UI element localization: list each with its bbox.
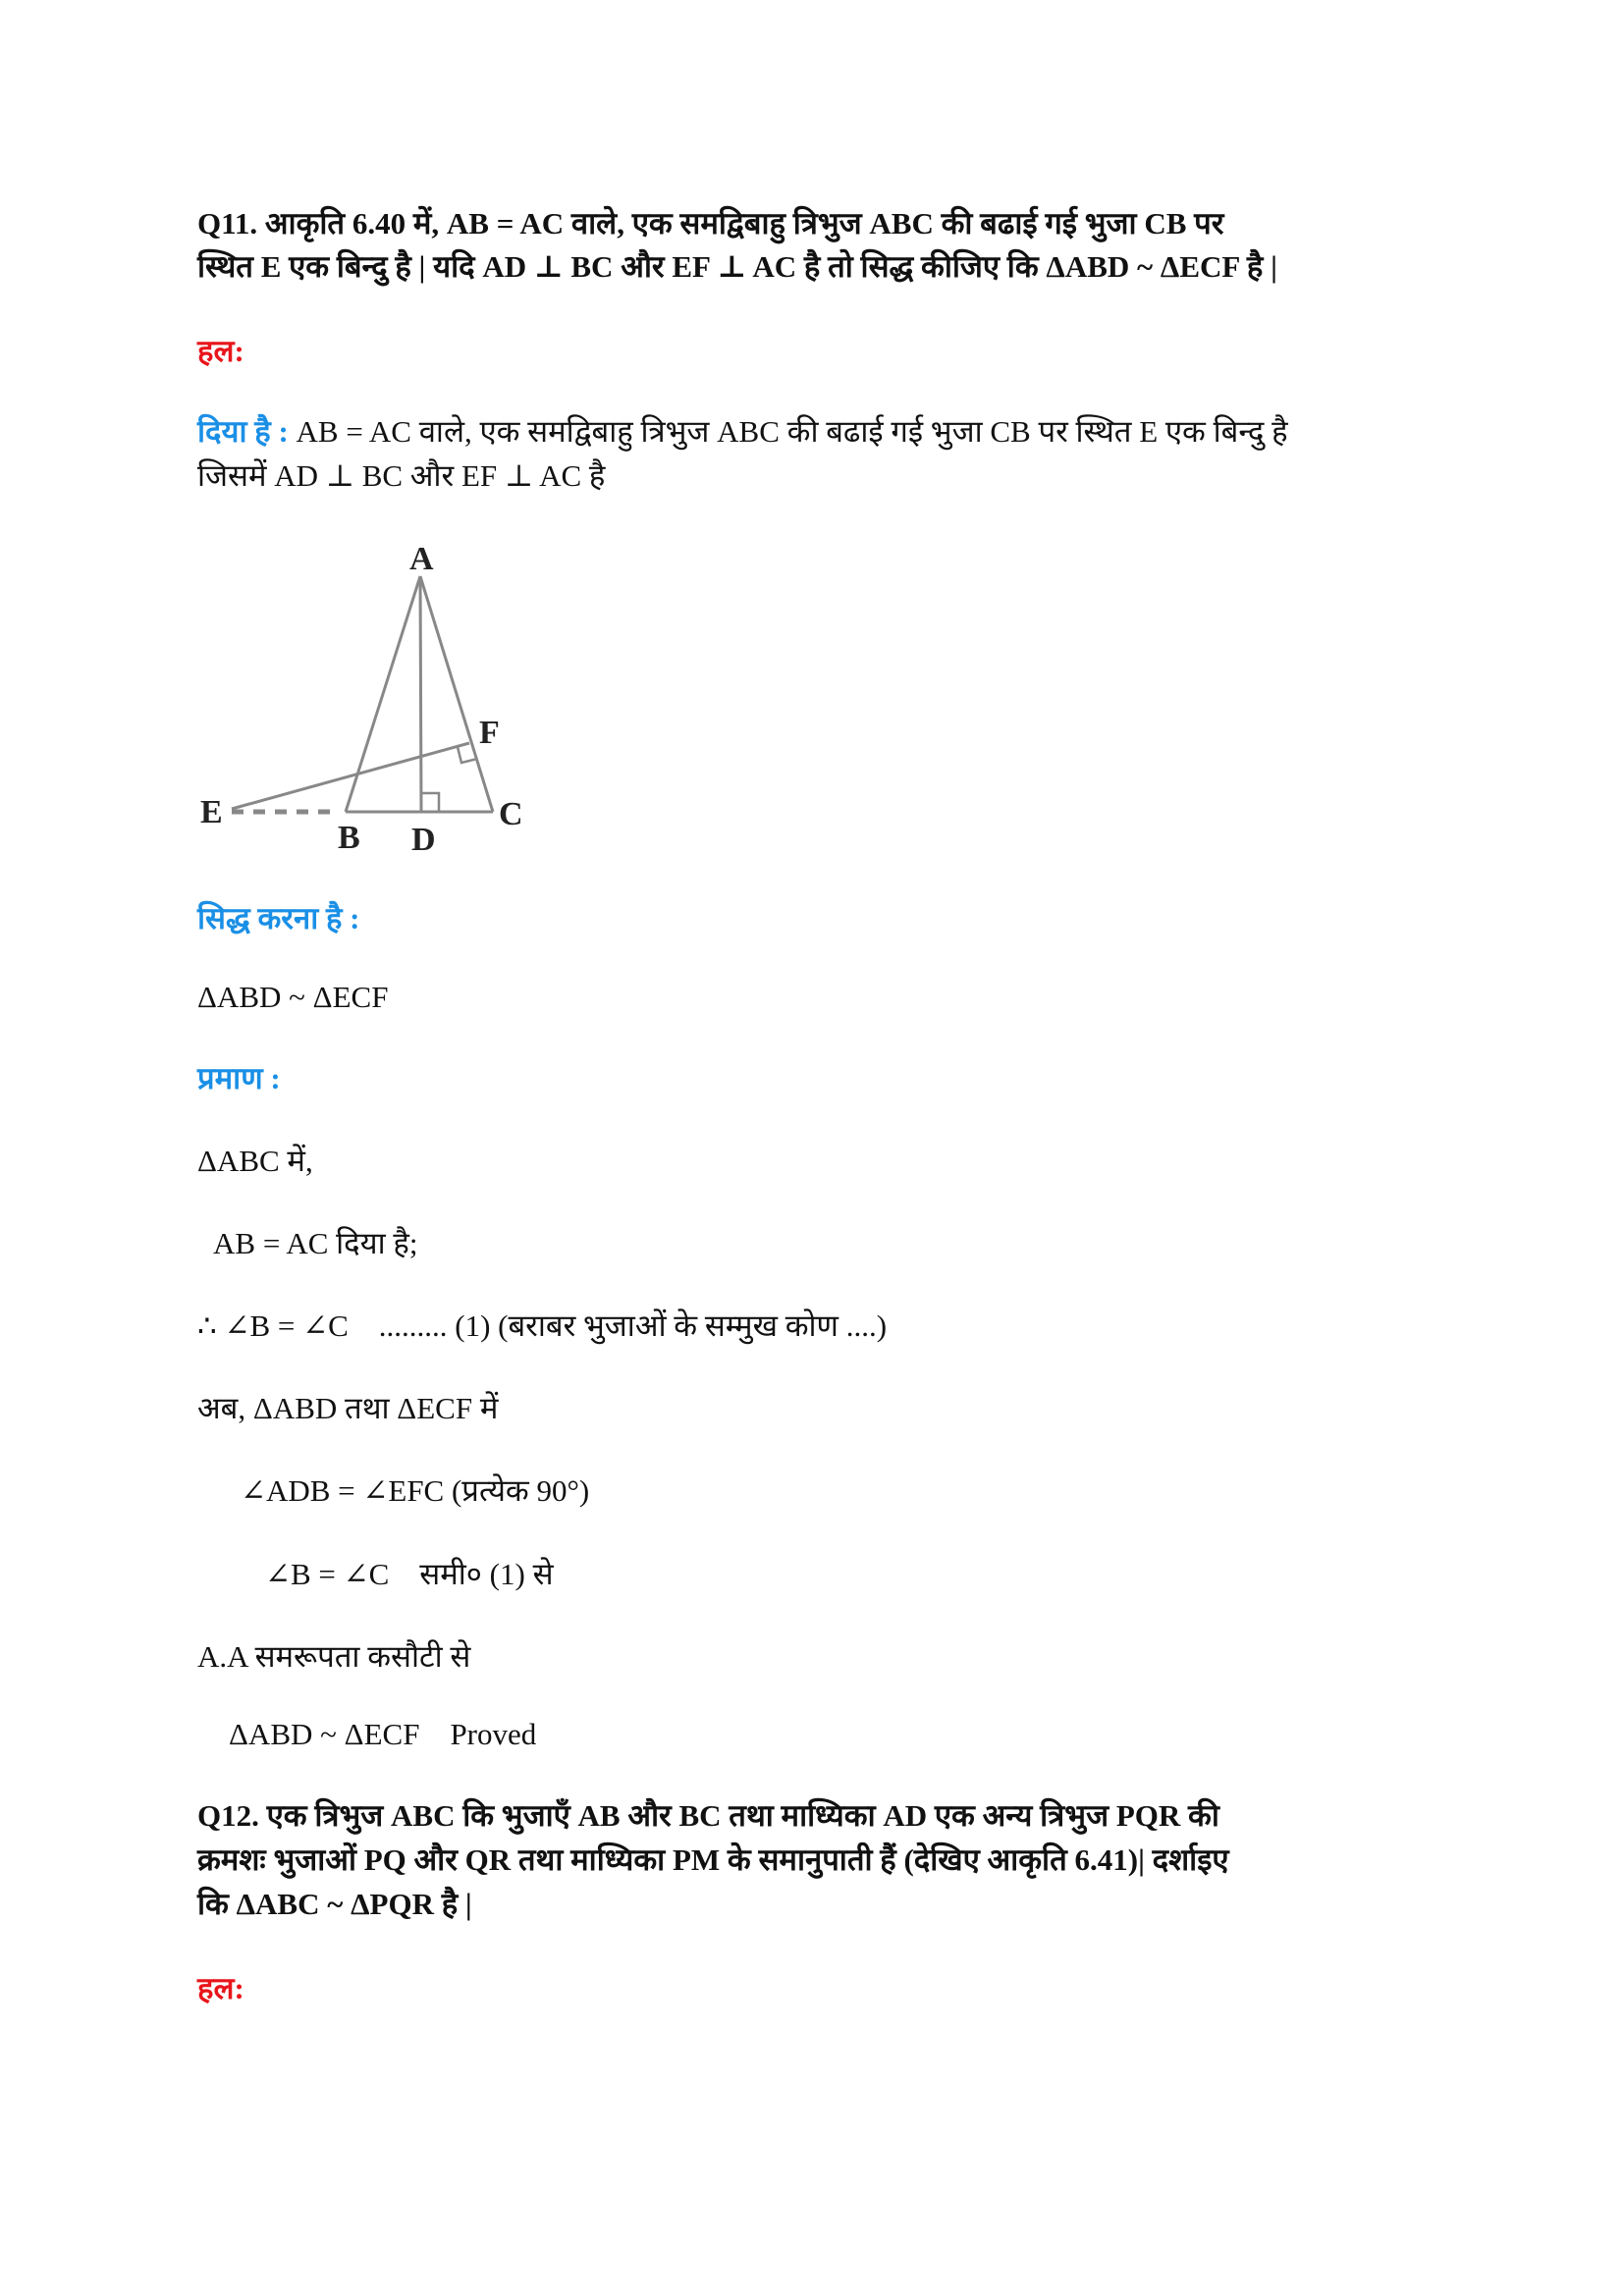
label-e: E bbox=[200, 794, 223, 830]
proof-line: ∠ADB = ∠EFC (प्रत्येक 90°) bbox=[241, 1473, 590, 1508]
proof-line: AB = AC दिया है; bbox=[213, 1226, 418, 1260]
side-ac bbox=[420, 576, 493, 812]
label-f: F bbox=[479, 715, 500, 751]
label-a: A bbox=[409, 541, 434, 577]
given-label: दिया है : bbox=[197, 414, 289, 449]
proof-heading: प्रमाण : bbox=[197, 1061, 281, 1095]
label-d: D bbox=[411, 822, 436, 858]
solution-heading-2: हल: bbox=[197, 1971, 244, 2005]
label-b: B bbox=[338, 820, 360, 856]
altitude-ad bbox=[420, 576, 421, 812]
to-prove-statement: ΔABD ~ ΔECF bbox=[197, 980, 389, 1014]
q12-question-line-3: कि ΔABC ~ ΔPQR है | bbox=[197, 1887, 472, 1921]
given-text: AB = AC वाले, एक समद्विबाहु त्रिभुज ABC की बढाई गई भुजा CB पर स्थित E एक बिन्दु है bbox=[288, 414, 1288, 449]
right-angle-d bbox=[421, 793, 439, 812]
side-ab bbox=[346, 576, 420, 812]
solution-heading: हल: bbox=[197, 334, 244, 368]
label-c: C bbox=[499, 796, 523, 832]
proof-line: A.A समरूपता कसौटी से bbox=[197, 1639, 471, 1674]
proof-line: ΔABC में, bbox=[197, 1144, 313, 1178]
proof-line: अब, ΔABD तथा ΔECF में bbox=[197, 1391, 499, 1425]
q11-question-line-2: स्थित E एक बिन्दु है | यदि AD ⊥ BC और EF ⊥ AC है तो सिद्ध कीजिए कि ΔABD ~ ΔECF है | bbox=[197, 249, 1277, 284]
q11-question-line-1: Q11. आकृति 6.40 में, AB = AC वाले, एक समद्विबाहु त्रिभुज ABC की बढाई गई भुजा CB पर bbox=[197, 206, 1224, 240]
proof-line: ∠B = ∠C समी० (1) से bbox=[265, 1557, 554, 1591]
to-prove-heading: सिद्ध करना है : bbox=[197, 901, 360, 935]
q12-question-line-1: Q12. एक त्रिभुज ABC कि भुजाएँ AB और BC तथा माध्यिका AD एक अन्य त्रिभुज PQR की bbox=[197, 1798, 1219, 1833]
proof-conclusion: ΔABD ~ ΔECF Proved bbox=[229, 1717, 537, 1751]
q12-question-line-2: क्रमशः भुजाओं PQ और QR तथा माध्यिका PM के समानुपाती हैं (देखिए आकृति 6.41)| दर्शाइए bbox=[197, 1842, 1229, 1877]
given-line-2: जिसमें AD ⊥ BC और EF ⊥ AC है bbox=[197, 458, 606, 493]
proof-line: ∴ ∠B = ∠C ......... (1) (बराबर भुजाओं के सम्मुख कोण ....) bbox=[197, 1308, 888, 1343]
triangle-figure bbox=[0, 0, 1623, 883]
